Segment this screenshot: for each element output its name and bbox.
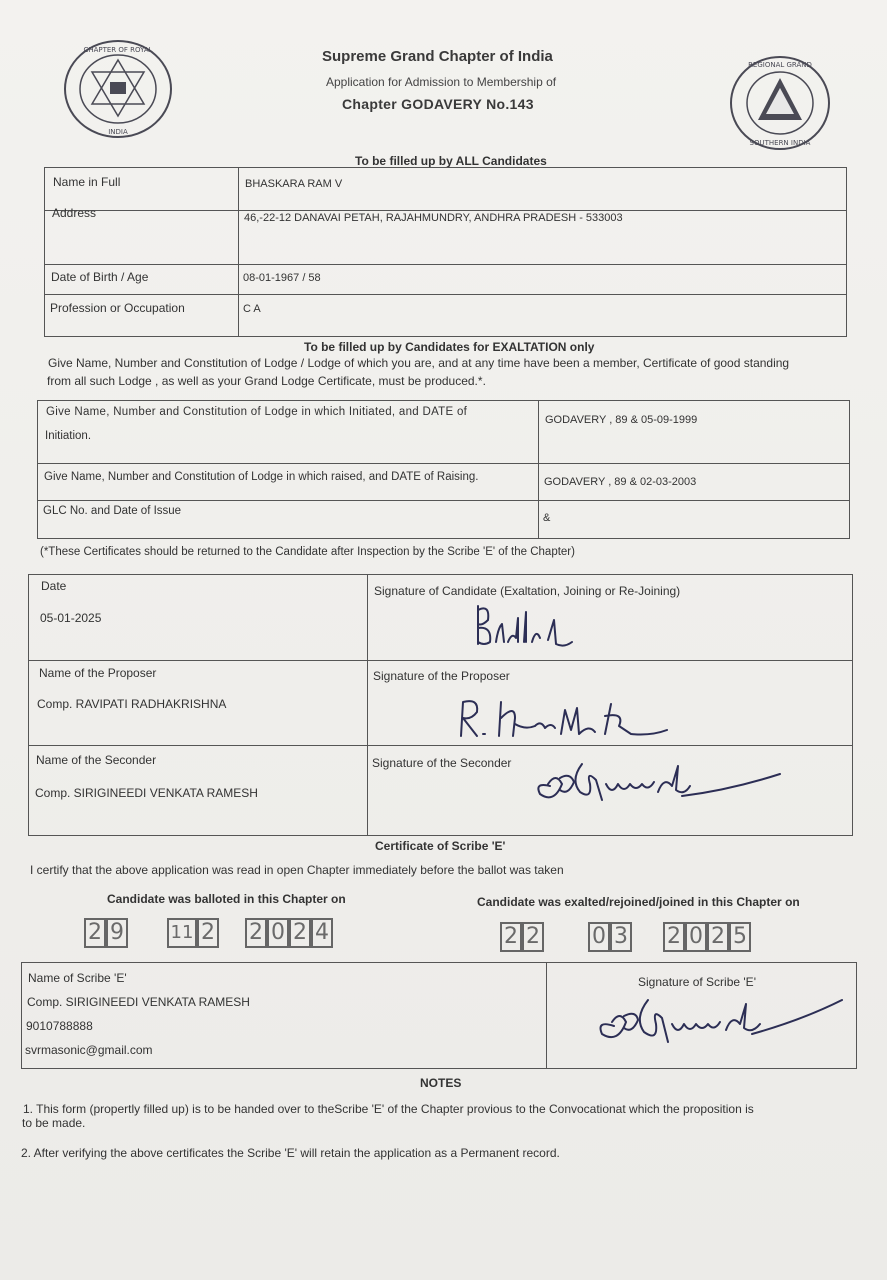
- date-value: 05-01-2025: [40, 611, 102, 625]
- candidate-signature: [468, 598, 578, 654]
- balloted-digit: 2: [289, 918, 311, 948]
- profession-label: Profession or Occupation: [50, 301, 185, 315]
- name-value: BHASKARA RAM V: [245, 178, 343, 190]
- exalted-digit: 2: [707, 922, 729, 952]
- balloted-digit: 2: [245, 918, 267, 948]
- balloted-digit: 4: [311, 918, 333, 948]
- balloted-digit: 11: [167, 918, 197, 948]
- supreme-grand-chapter-seal: [62, 38, 174, 140]
- certificate-heading: Certificate of Scribe 'E': [375, 839, 506, 853]
- proposer-signature-label: Signature of the Proposer: [373, 669, 510, 683]
- scribe-name-label: Name of Scribe 'E': [28, 971, 127, 985]
- name-label: Name in Full: [53, 175, 121, 189]
- scribe-signature: [592, 990, 848, 1054]
- exaltation-instruction-line2: from all such Lodge , as well as your Grand Lodge Certificate, must be produced.*.: [47, 374, 486, 388]
- date-label: Date: [41, 579, 67, 593]
- exaltation-heading: To be filled up by Candidates for EXALTATION only: [304, 340, 595, 354]
- exalted-digit: 3: [610, 922, 632, 952]
- exalted-digit: 2: [663, 922, 685, 952]
- exaltation-instruction-line1: Give Name, Number and Constitution of Lodge / Lodge of which you are, and at any time have been a member, Certificate of good standing: [48, 356, 790, 370]
- exalted-digit: 0: [685, 922, 707, 952]
- svg-text:INDIA: INDIA: [108, 128, 128, 136]
- profession-value: C A: [243, 303, 261, 315]
- glc-label: GLC No. and Date of Issue: [43, 505, 182, 517]
- proposer-label: Name of the Proposer: [39, 666, 157, 680]
- seconder-label: Name of the Seconder: [36, 753, 157, 767]
- seconder-signature-label: Signature of the Seconder: [372, 756, 512, 770]
- svg-text:SOUTHERN INDIA: SOUTHERN INDIA: [749, 139, 811, 147]
- seconder-value: Comp. SIRIGINEEDI VENKATA RAMESH: [35, 786, 258, 800]
- scribe-email: svrmasonic@gmail.com: [25, 1043, 153, 1057]
- certificate-statement: I certify that the above application was read in open Chapter immediately before the ballot was taken: [30, 863, 564, 877]
- initiated-label-line1: Give Name, Number and Constitution of Lodge in which Initiated, and DATE of: [46, 406, 468, 418]
- exalted-digit: 0: [588, 922, 610, 952]
- dob-value: 08-01-1967 / 58: [243, 272, 321, 284]
- scribe-signature-label: Signature of Scribe 'E': [638, 975, 756, 989]
- notes-heading: NOTES: [420, 1076, 462, 1090]
- scribe-phone: 9010788888: [26, 1019, 93, 1033]
- balloted-digit: 2: [197, 918, 219, 948]
- balloted-label: Candidate was balloted in this Chapter on: [107, 892, 346, 906]
- note-2: 2. After verifying the above certificates the Scribe 'E' will retain the application as a Permanent record.: [21, 1146, 560, 1160]
- seconder-signature: [530, 756, 786, 812]
- address-value: 46,-22-12 DANAVAI PETAH, RAJAHMUNDRY, ANDHRA PRADESH - 533003: [244, 212, 623, 224]
- candidate-signature-label: Signature of Candidate (Exaltation, Joining or Re-Joining): [374, 584, 681, 598]
- proposer-value: Comp. RAVIPATI RADHAKRISHNA: [37, 697, 227, 711]
- dob-label: Date of Birth / Age: [51, 270, 149, 284]
- scribe-name-value: Comp. SIRIGINEEDI VENKATA RAMESH: [27, 995, 250, 1009]
- balloted-digit: 2: [84, 918, 106, 948]
- exalted-digit: 5: [729, 922, 751, 952]
- exalted-digit: 2: [522, 922, 544, 952]
- chapter-name: Chapter GODAVERY No.143: [342, 96, 534, 112]
- lodge-details-table: [37, 400, 850, 539]
- note-1-line2: to be made.: [22, 1116, 86, 1130]
- form-title: Supreme Grand Chapter of India: [322, 48, 553, 65]
- svg-text:REGIONAL GRAND: REGIONAL GRAND: [748, 61, 812, 69]
- raised-label: Give Name, Number and Constitution of Lodge in which raised, and DATE of Raising.: [44, 471, 479, 483]
- initiated-label-line2: Initiation.: [45, 430, 92, 442]
- raised-value: GODAVERY , 89 & 02-03-2003: [544, 476, 697, 488]
- glc-value: &: [543, 512, 551, 524]
- balloted-digit: 9: [106, 918, 128, 948]
- regional-grand-chapter-seal: [728, 54, 832, 152]
- address-label: Address: [52, 206, 97, 220]
- section-all-candidates-heading: To be filled up by ALL Candidates: [355, 154, 547, 168]
- initiated-value: GODAVERY , 89 & 05-09-1999: [545, 414, 698, 426]
- exalted-label: Candidate was exalted/rejoined/joined in this Chapter on: [477, 895, 800, 909]
- balloted-digit: 0: [267, 918, 289, 948]
- svg-text:CHAPTER OF ROYAL: CHAPTER OF ROYAL: [83, 46, 153, 54]
- form-subtitle: Application for Admission to Membership of: [326, 75, 557, 89]
- note-1-line1: 1. This form (propertly filled up) is to be handed over to theScribe 'E' of the Chapter provious to the Convocationat which the proposition is: [23, 1102, 754, 1116]
- exalted-digit: 2: [500, 922, 522, 952]
- certificates-note: (*These Certificates should be returned to the Candidate after Inspection by the Scribe 'E' of the Chapter): [40, 546, 575, 558]
- proposer-signature: [455, 694, 675, 746]
